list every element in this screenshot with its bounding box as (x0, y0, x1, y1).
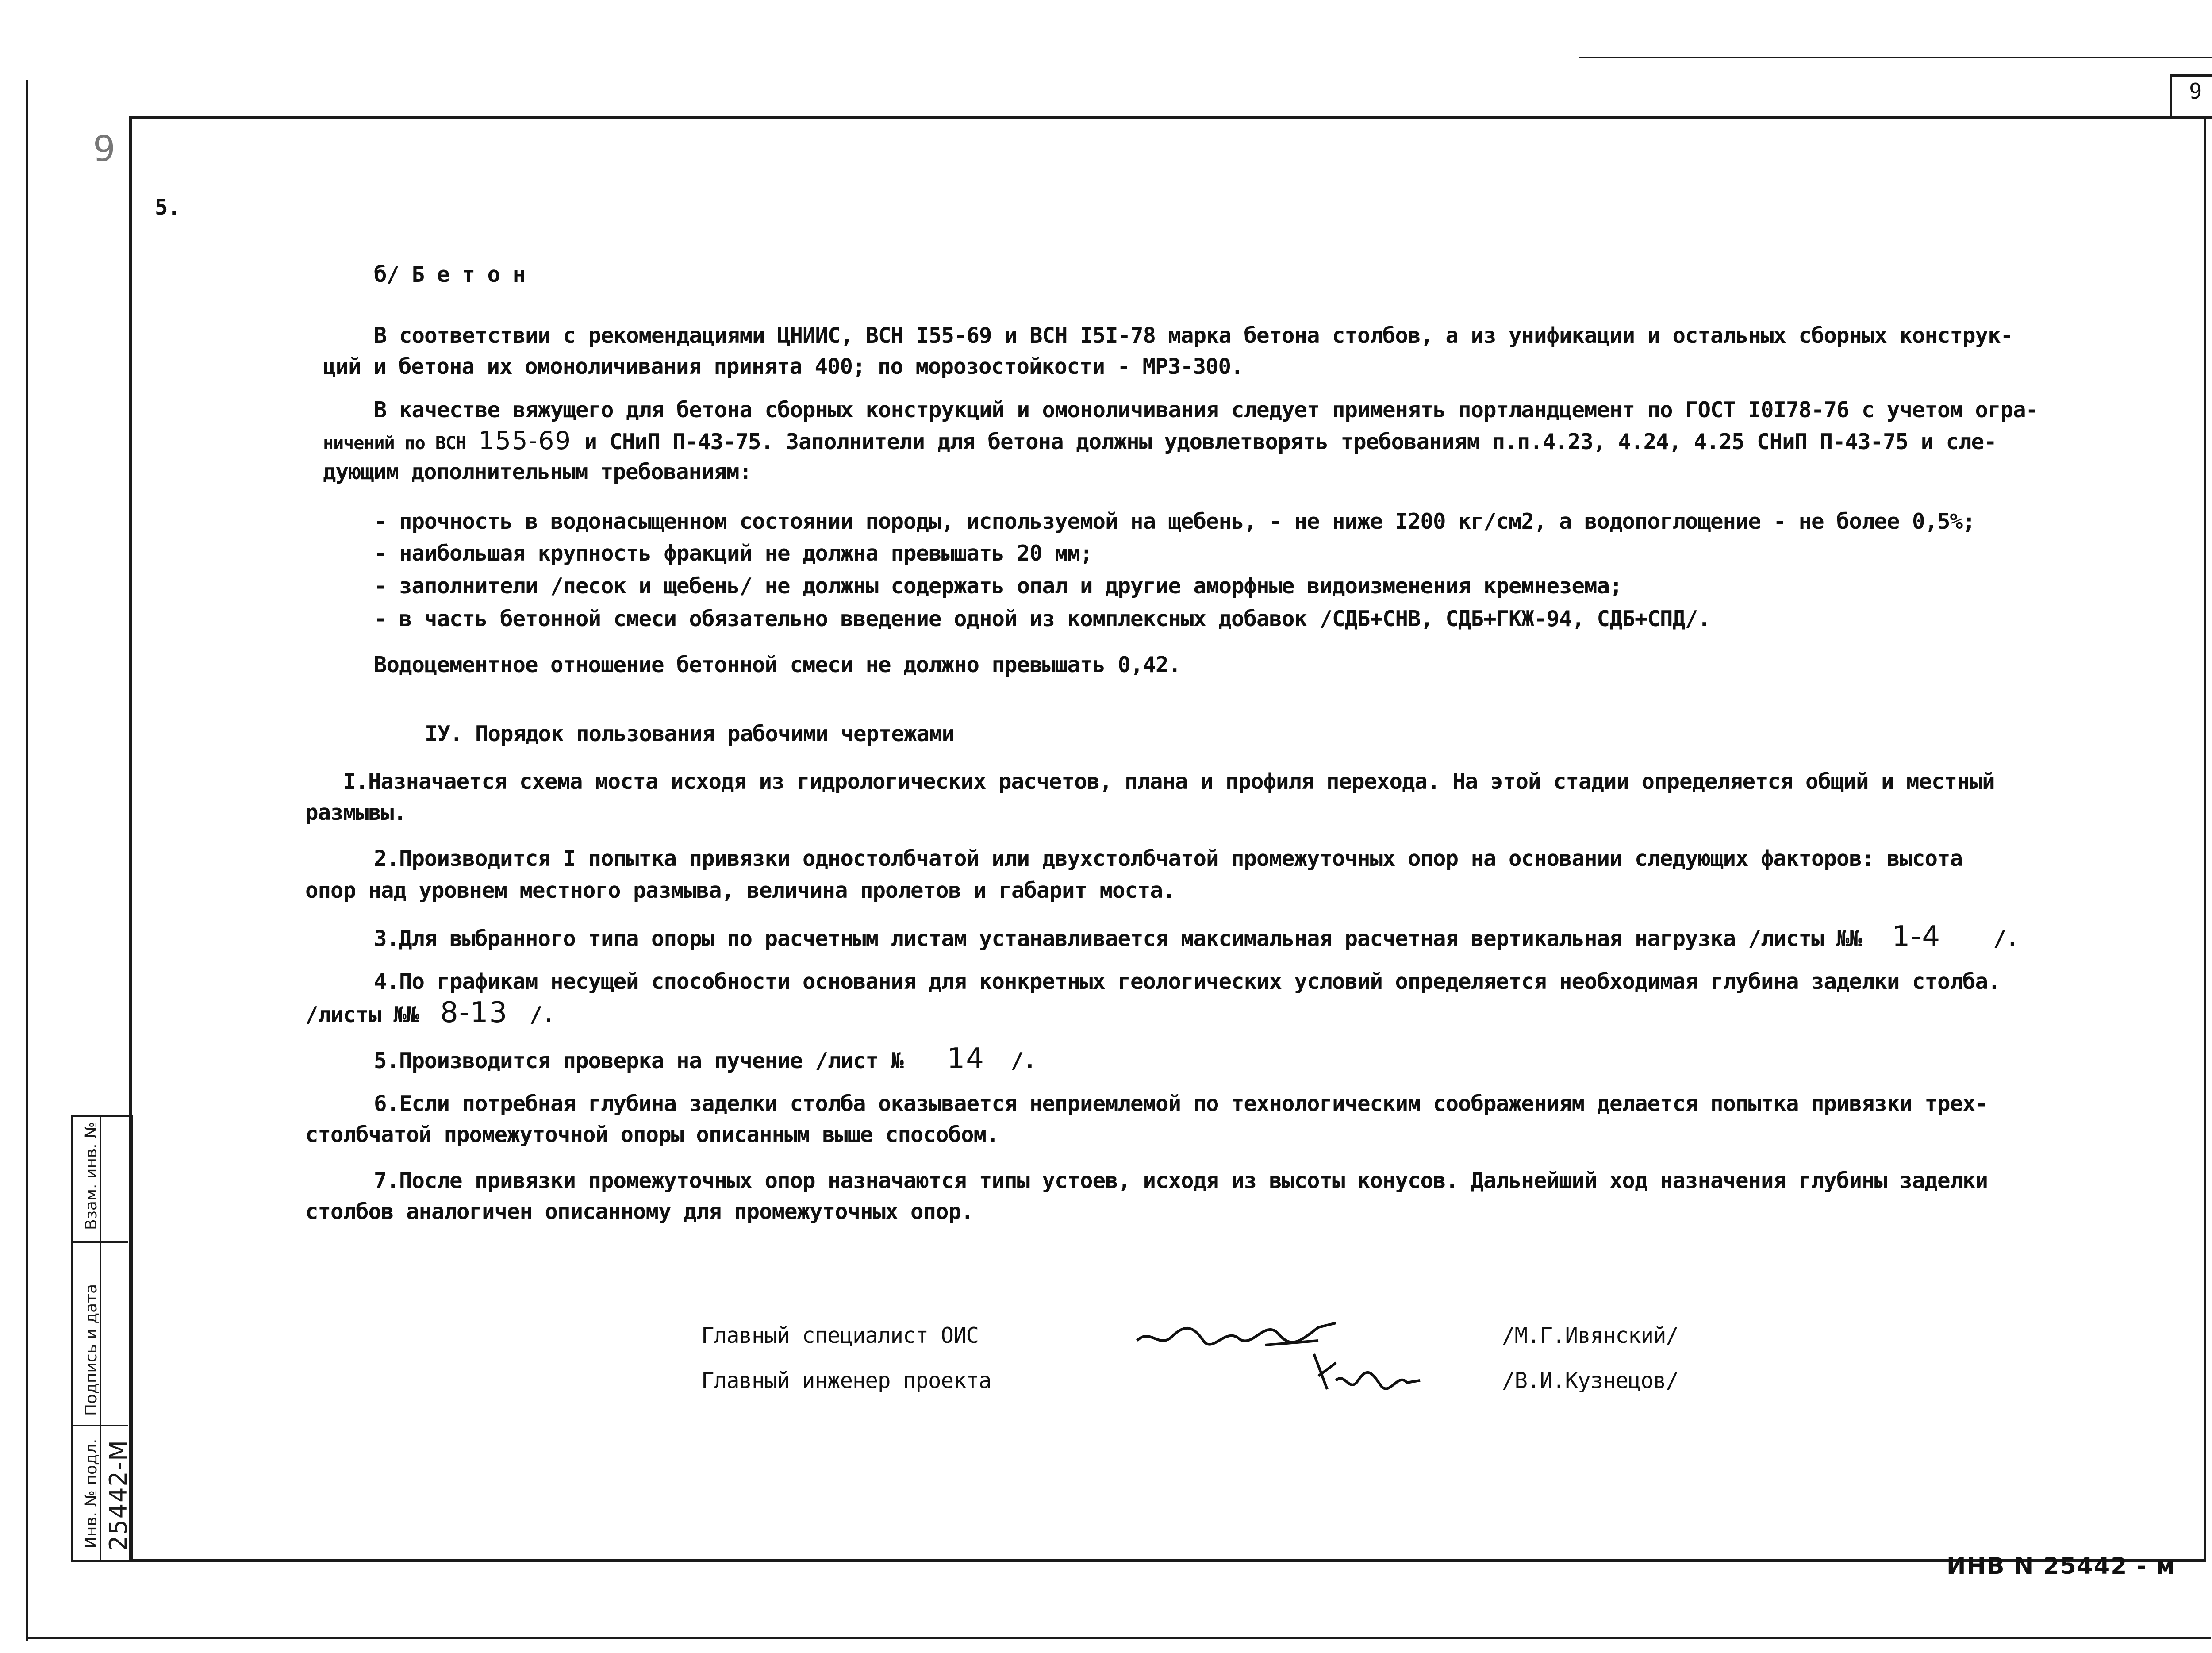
item3-end: /. (1993, 926, 2019, 951)
outer-bottom-edge (26, 1637, 2211, 1639)
procedure-item2-line1: 2.Производится I попытка привязки одностолбчатой или двухстолбчатой промежуточных опор на основании следующих факторов: высота (374, 846, 1963, 871)
procedure-heading: IУ. Порядок пользования рабочими чертежами (425, 721, 955, 746)
concrete-para2-line3: дующим дополнительным требованиям: (323, 459, 752, 484)
outer-top-edge (1579, 57, 2212, 58)
procedure-item6-line2: столбчатой промежуточной опоры описанным выше способом. (305, 1122, 999, 1147)
bullet-3: - заполнители /песок и щебень/ не должны содержать опал и другие аморфные видоизменения кремнезема; (374, 573, 1622, 599)
procedure-item5 (374, 1042, 1036, 1075)
item3-handwritten-sheets: 1-4 (1892, 920, 1941, 953)
stamp-label-original-inventory: Инв. № подл. (82, 1438, 100, 1549)
procedure-item1-line2: размывы. (305, 800, 407, 825)
procedure-item7-line2: столбов аналогичен описанному для промежуточных опор. (305, 1199, 974, 1224)
para2-line2-start: ничений по ВСН (323, 433, 466, 454)
signature-name-2: /В.И.Кузнецов/ (1502, 1368, 1679, 1393)
item4-line2-start: /листы №№ (305, 1002, 419, 1027)
inventory-number: ИНВ N 25442 - м (1947, 1553, 2176, 1580)
concrete-para2-line1: В качестве вяжущего для бетона сборных конструкций и омоноличивания следует применять портландцемент по ГОСТ I0I78-76 с учетом огра- (374, 397, 2039, 423)
signature-role-2: Главный инженер проекта (701, 1368, 991, 1393)
procedure-item6-line1: 6.Если потребная глубина заделки столба оказывается неприемлемой по технологическим соображениям делается попытка привязки трех- (374, 1091, 1988, 1116)
procedure-item4-line2 (305, 996, 555, 1029)
procedure-item3 (374, 920, 2019, 953)
section-number: 5. (155, 195, 180, 220)
procedure-item2-line2: опор над уровнем местного размыва, величина пролетов и габарит моста. (305, 878, 1175, 903)
concrete-para1-line1: В соответствии с рекомендациями ЦНИИС, ВСН I55-69 и ВСН I5I-78 марка бетона столбов, а из унификации и остальных сборных конструк- (374, 323, 2013, 348)
item4-end: /. (529, 1002, 555, 1027)
bullet-2: - наибольшая крупность фракций не должна превышать 20 мм; (374, 541, 1093, 566)
item5-text: 5.Производится проверка на пучение /лист № (374, 1048, 904, 1073)
stamp-divider-1 (71, 1241, 128, 1243)
signature-name-1: /М.Г.Ивянский/ (1502, 1323, 1679, 1348)
signature-scribble-2 (1310, 1345, 1425, 1403)
para2-handwritten-norm: 155-69 (478, 427, 572, 455)
stamp-original-inventory-number: 25442-М (104, 1439, 132, 1551)
para2-line2-end: и СНиП П-43-75. Заполнители для бетона должны удовлетворять требованиям п.п.4.23, 4.24, 4.25 СНиП П-43-75 и сле- (584, 429, 1997, 454)
wc-ratio: Водоцементное отношение бетонной смеси не должно превышать 0,42. (374, 652, 1181, 677)
concrete-para1-line2: ций и бетона их омоноличивания принята 400; по морозостойкости - МРЗ-300. (323, 354, 1244, 379)
item5-handwritten-sheet: 14 (947, 1042, 985, 1075)
sheet-number: 9 (2189, 79, 2202, 104)
stamp-divider-2 (71, 1425, 128, 1426)
bullet-4: - в часть бетонной смеси обязательно введение одной из комплексных добавок /СДБ+СНВ, СДБ+ГКЖ-94, СДБ+СПД/. (374, 606, 1711, 631)
signature-role-1: Главный специалист ОИС (701, 1323, 979, 1348)
procedure-item4-line1: 4.По графикам несущей способности основания для конкретных геологических условий определяется необходимая глубина заделки столба. (374, 969, 2001, 994)
bullet-1: - прочность в водонасыщенном состоянии породы, используемой на щебень, - не ниже I200 кг/см2, а водопоглощение - не более 0,5%; (374, 509, 1975, 534)
procedure-item1-line1: I.Назначается схема моста исходя из гидрологических расчетов, плана и профиля перехода. На этой стадии определяется общий и местный (343, 769, 1995, 794)
item5-end: /. (1010, 1048, 1036, 1073)
concrete-para2-line2 (323, 428, 1997, 456)
procedure-item7-line1: 7.После привязки промежуточных опор назначаются типы устоев, исходя из высоты конусов. Дальнейший ход назначения глубины заделки (374, 1168, 1988, 1193)
item4-handwritten-sheets: 8-13 (440, 996, 508, 1029)
outer-left-edge (26, 80, 28, 1641)
item3-text: 3.Для выбранного типа опоры по расчетным листам устанавливается максимальная расчетная вертикальная нагрузка /листы №№ (374, 926, 1862, 951)
margin-number: 9 (93, 128, 116, 169)
concrete-heading: б/ Б е т о н (374, 262, 526, 287)
stamp-label-signature-date: Подпись и дата (82, 1284, 100, 1416)
stamp-label-replaced-inventory: Взам. инв. № (82, 1122, 100, 1230)
